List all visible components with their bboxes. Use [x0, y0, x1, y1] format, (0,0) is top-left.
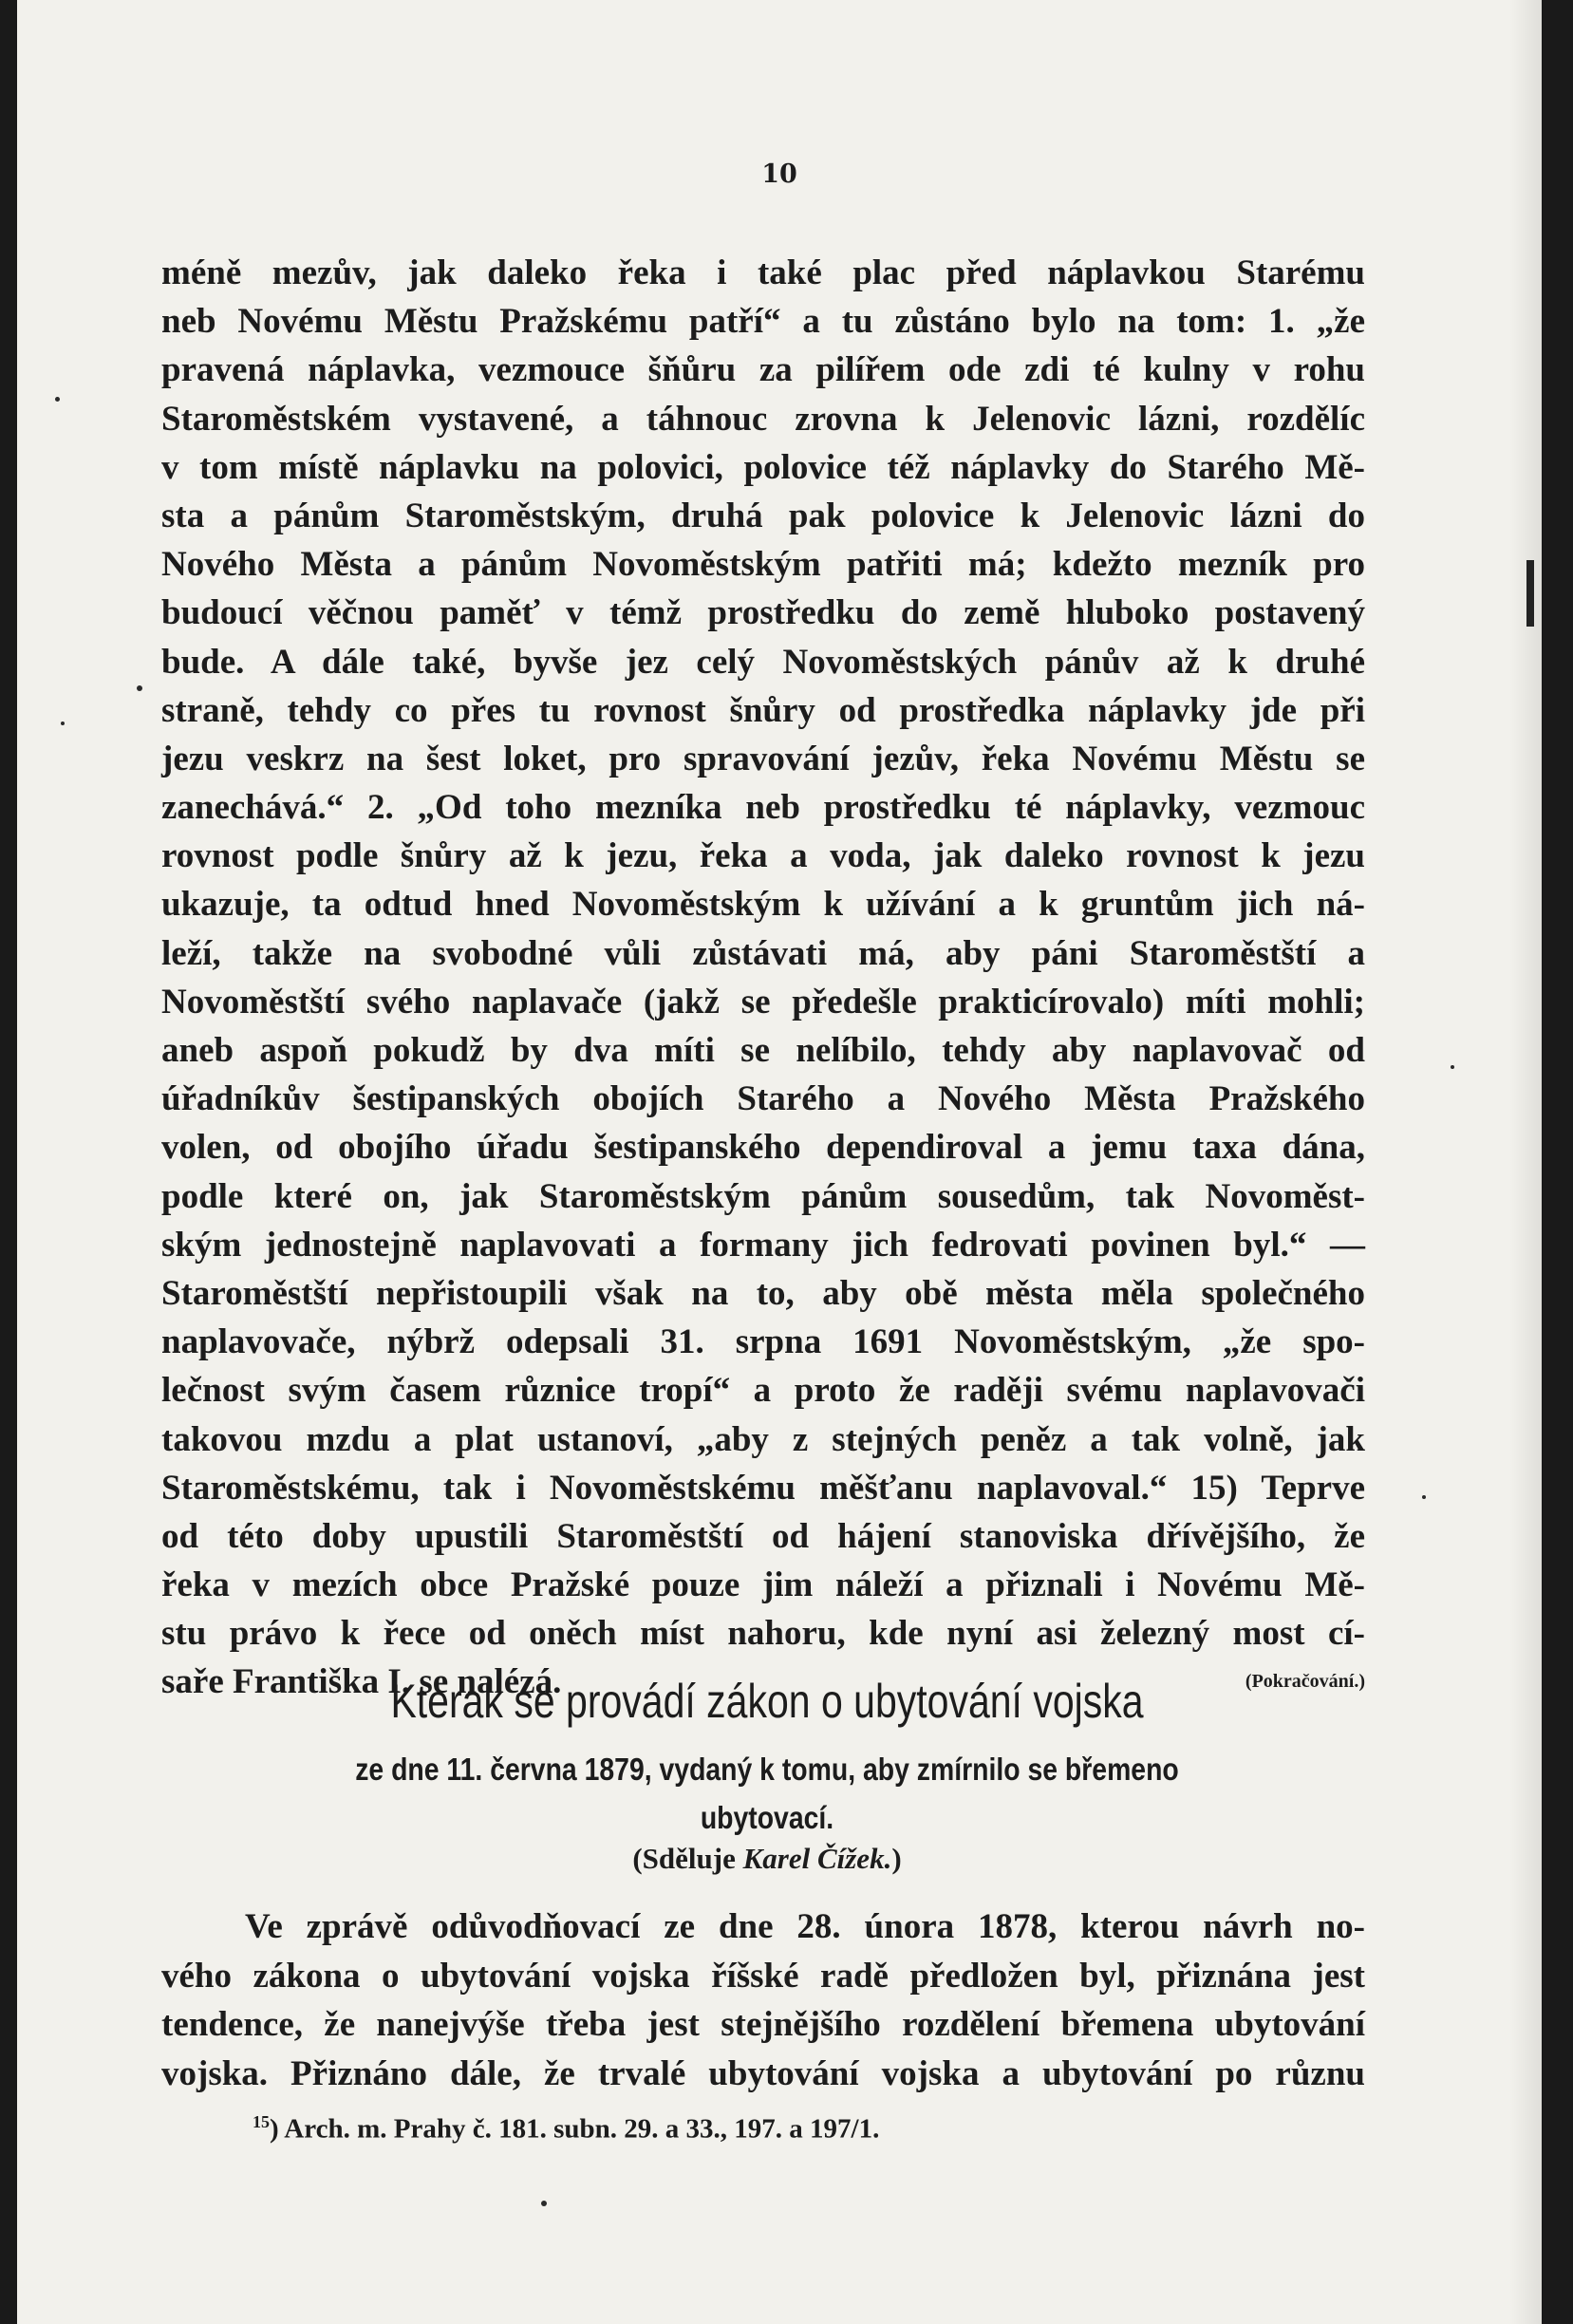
text-line: Nového Města a pánům Novoměstským patřiti má; kdežto mezník pro	[161, 545, 1365, 585]
text-line: řeka v mezích obce Pražské pouze jim náleží a přiznali i Novému Mě-	[161, 1565, 1365, 1605]
footnote-text: ) Arch. m. Prahy č. 181. subn. 29. a 33., 197. a 197/1.	[270, 2113, 880, 2145]
text-line: volen, od obojího úřadu šestipanského dependiroval a jemu taxa dána,	[161, 1128, 1365, 1168]
text-line: od této doby upustili Staroměstští od hájení stanoviska dřívějšího, že	[161, 1516, 1365, 1556]
text-line: v tom místě náplavku na polovici, polovice též náplavky do Starého Mě-	[161, 447, 1365, 487]
text-line: budoucí věčnou paměť v témž prostředku do země hluboko postavený	[161, 593, 1365, 633]
article-byline	[188, 1842, 1346, 1876]
footnote	[253, 2112, 879, 2146]
text-line: Staroměstskému, tak i Novoměstskému měšťanu naplavoval.“ 15) Teprve	[161, 1468, 1365, 1508]
print-speck	[1451, 1065, 1454, 1069]
text-line: sta a pánům Staroměstským, druhá pak polovice k Jelenovic lázni do	[161, 496, 1365, 535]
text-line: tendence, že nanejvýše třeba jest stejnějšího rozdělení břemena ubytování	[161, 2005, 1365, 2044]
text-line: zanechává.“ 2. „Od toho mezníka neb prostředku té náplavky, vezmouc	[161, 788, 1365, 828]
text-line: naplavovače, nýbrž odepsali 31. srpna 1691 Novoměstským, „že spo-	[161, 1322, 1365, 1362]
subtitle-line: ze dne 11. června 1879, vydaný k tomu, aby zmírnilo se břemeno	[355, 1752, 1179, 1787]
text-line: vého zákona o ubytování vojska říšské radě předložen byl, přiznána jest	[161, 1956, 1365, 1996]
subtitle-line: ubytovací.	[700, 1800, 834, 1835]
text-line: neb Novému Městu Pražskému patří“ a tu zůstáno bylo na tom: 1. „že	[161, 302, 1365, 342]
print-speck	[137, 685, 142, 691]
text-line: aneb aspoň pokudž by dva míti se nelíbilo, tehdy aby naplavovač od	[161, 1031, 1365, 1070]
text-line: jezu veskrz na šest loket, pro spravování jezův, řeka Novému Městu se	[161, 739, 1365, 778]
text-line: Staroměstští nepřistoupili však na to, aby obě města měla společného	[161, 1273, 1365, 1313]
text-line: podle které on, jak Staroměstským pánům sousedům, tak Novoměst-	[161, 1176, 1365, 1216]
text-line: stu právo k řece od oněch míst nahoru, kde nyní asi železný most cí-	[161, 1614, 1365, 1654]
text-line: straně, tehdy co přes tu rovnost šnůry od prostředka náplavky jde při	[161, 690, 1365, 730]
print-speck	[541, 2201, 547, 2206]
continued-note: (Pokračování.)	[1245, 1671, 1365, 1693]
text-line: lečnost svým časem různice tropí“ a proto že raději svému naplavovači	[161, 1371, 1365, 1411]
text-line: pravená náplavka, vezmouce šňůru za pilířem ode zdi té kulny v rohu	[161, 350, 1365, 390]
byline-suffix: )	[891, 1842, 902, 1875]
book-page	[17, 0, 1542, 2324]
text-line: leží, takže na svobodné vůli zůstávati má, aby páni Staroměstští a	[161, 933, 1365, 973]
article-body	[161, 1902, 1365, 2098]
text-line: rovnost podle šnůry až k jezu, řeka a voda, jak daleko rovnost k jezu	[161, 836, 1365, 876]
text-line: Novoměstští svého naplavače (jakž se předešle prakticírovalo) míti mohli;	[161, 982, 1365, 1021]
continuation-text	[161, 249, 1365, 1707]
text-line: ukazuje, ta odtud hned Novoměstským k užívání a k gruntům jich ná-	[161, 885, 1365, 925]
print-speck	[61, 722, 65, 725]
byline-prefix: (Sděluje	[632, 1842, 743, 1875]
print-speck	[1422, 1495, 1426, 1499]
text-line: Ve zprávě odůvodňovací ze dne 28. února 1878, kterou návrh no-	[245, 1907, 1365, 1946]
print-speck	[55, 397, 60, 402]
article-title: Kterak se provádí zákon o ubytování vojska	[390, 1675, 1144, 1728]
text-line: takovou mzdu a plat ustanoví, „aby z stejných peněz a tak volně, jak	[161, 1419, 1365, 1459]
article-subtitle	[269, 1745, 1264, 1842]
scan-edge-mark	[1526, 560, 1534, 627]
text-line-content: saře Františka I. se nalézá.	[161, 1662, 562, 1702]
text-line: bude. A dále také, byvše jez celý Novoměstských pánův až k druhé	[161, 642, 1365, 682]
page-number: 10	[761, 159, 797, 189]
page-edge-shadow	[1509, 0, 1542, 2324]
text-line: ským jednostejně naplavovati a formany jich fedrovati povinen byl.“ —	[161, 1225, 1365, 1265]
footnote-marker: 15	[253, 2112, 270, 2131]
byline-author: Karel Čížek.	[742, 1842, 892, 1875]
text-line: úřadníkův šestipanských obojích Starého a Nového Města Pražského	[161, 1079, 1365, 1119]
text-line: méně mezův, jak daleko řeka i také plac před náplavkou Starému	[161, 253, 1365, 292]
text-line: Staroměstském vystavené, a táhnouc zrovna k Jelenovic lázni, rozdělíc	[161, 399, 1365, 439]
text-line: vojska. Přiznáno dále, že trvalé ubytování vojska a ubytování po různu	[161, 2053, 1365, 2093]
